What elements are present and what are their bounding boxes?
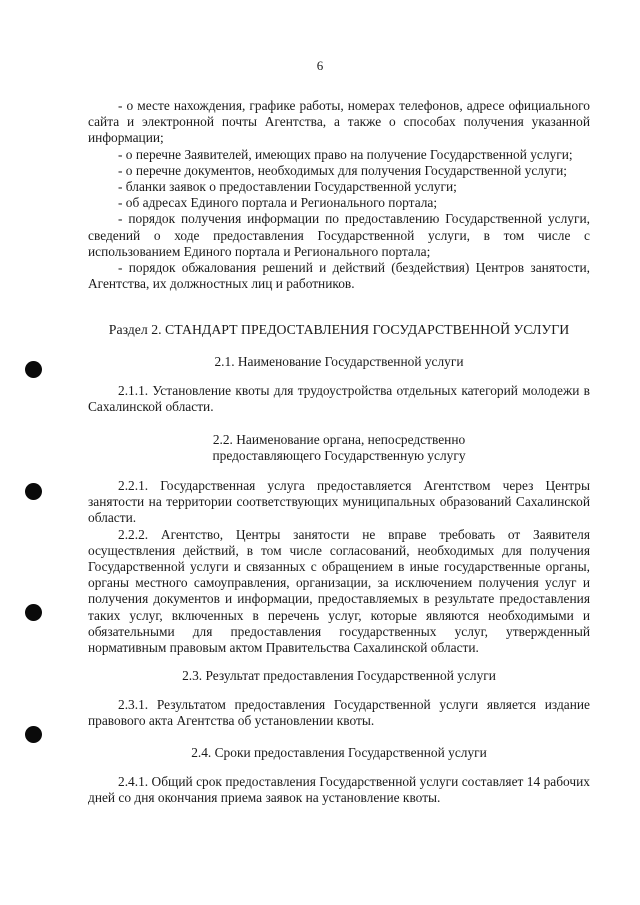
- page-number: 6: [316, 58, 324, 73]
- binder-hole-mark: [25, 604, 42, 621]
- binder-hole-mark: [25, 726, 42, 743]
- list-item: - о месте нахождения, графике работы, номерах телефонов, адресе официального сайта и электронной почты Агентства, а также о способах получения указанной информации;: [88, 98, 590, 146]
- list-item: - порядок обжалования решений и действий (бездействия) Центров занятости, Агентства, их должностных лиц и работников.: [88, 260, 590, 292]
- subsection-body-2-3: [88, 697, 590, 729]
- subsection-body-2-2: [88, 478, 590, 656]
- subsection-title-2-3: 2.3. Результат предоставления Государственной услуги: [182, 668, 496, 683]
- paragraph: 2.4.1. Общий срок предоставления Государственной услуги составляет 14 рабочих дней со дня окончания приема заявок на установление квоты.: [88, 774, 590, 806]
- subsection-body-2-4: [88, 774, 590, 806]
- list-item: - об адресах Единого портала и Регионального портала;: [118, 195, 438, 211]
- info-list: [88, 98, 590, 292]
- subsection-title-2-1: 2.1. Наименование Государственной услуги: [214, 354, 464, 369]
- list-item: - бланки заявок о предоставлении Государственной услуги;: [118, 179, 457, 195]
- paragraph: 2.2.1. Государственная услуга предоставляется Агентством через Центры занятости на территории соответствующих муниципальных образований Сахалинской области.: [88, 478, 590, 526]
- paragraph: 2.3.1. Результатом предоставления Государственной услуги является издание правового акта Агентства об установлении квоты.: [88, 697, 590, 729]
- section-title: Раздел 2. СТАНДАРТ ПРЕДОСТАВЛЕНИЯ ГОСУДАРСТВЕННОЙ УСЛУГИ: [108, 322, 570, 337]
- paragraph: 2.1.1. Установление квоты для трудоустройства отдельных категорий молодежи в Сахалинской области.: [88, 383, 590, 415]
- subsection-title-line: 2.2. Наименование органа, непосредственно: [212, 432, 466, 447]
- subsection-title-line: предоставляющего Государственную услугу: [212, 448, 466, 464]
- binder-hole-mark: [25, 483, 42, 500]
- binder-hole-mark: [25, 361, 42, 378]
- subsection-title-2-4: 2.4. Сроки предоставления Государственной услуги: [191, 745, 487, 760]
- list-item: - о перечне документов, необходимых для получения Государственной услуги;: [118, 162, 568, 178]
- list-item: - порядок получения информации по предоставлению Государственной услуги, сведений о ходе предоставления Государственной услуги, в том числе с использованием Единого портала и Регионального портала;: [88, 211, 590, 259]
- subsection-body-2-1: [88, 383, 590, 415]
- paragraph: 2.2.2. Агентство, Центры занятости не вправе требовать от Заявителя осуществления действий, в том числе согласований, необходимых для получения Государственной услуги и связанных с обращением в иные государственные органы, органы местного самоуправления, организации, за исключением получения услуг и получения документов и информации, предоставляемых в результате предоставления таких услуг, включенных в перечень услуг, которые являются необходимыми и обязательными для предоставления государственных услуг, утвержденный нормативным правовым актом Правительства Сахалинской области.: [88, 526, 590, 656]
- subsection-title-2-2: [88, 432, 590, 464]
- list-item: - о перечне Заявителей, имеющих право на получение Государственной услуги;: [118, 146, 573, 162]
